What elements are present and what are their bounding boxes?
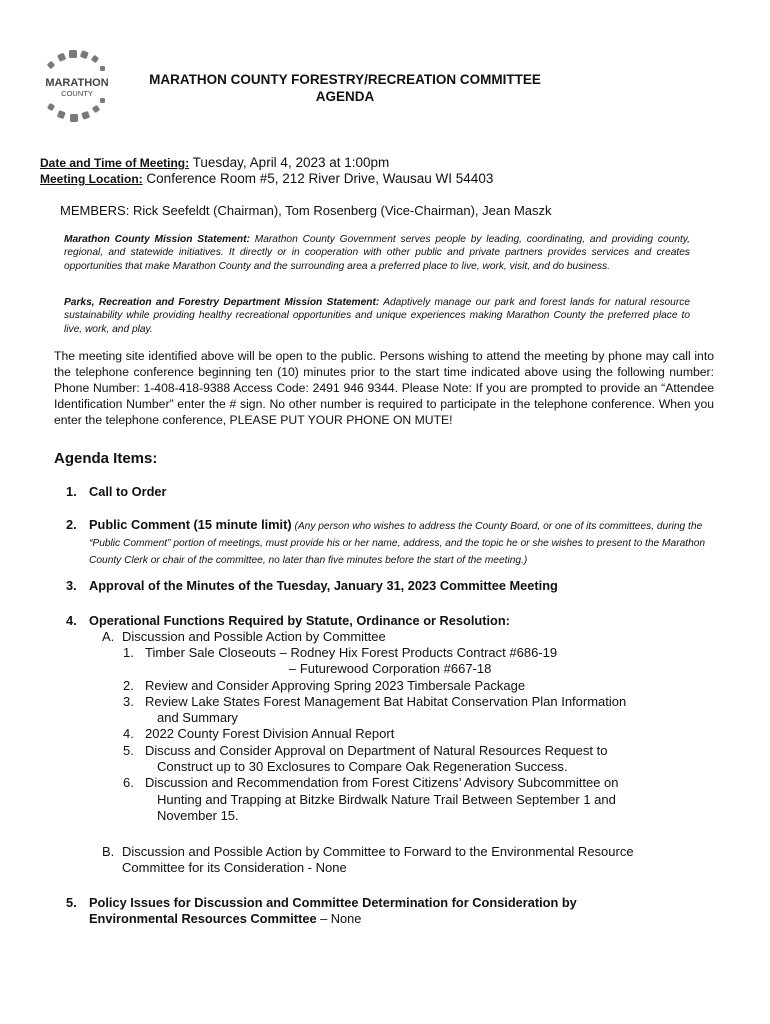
list-number: 1. [123, 645, 134, 660]
list-text: Timber Sale Closeouts – Rodney Hix Forest Products Contract #686-19 [145, 645, 558, 660]
county-mission-statement [64, 233, 690, 273]
county-mission-label: Marathon County Mission Statement: [64, 234, 250, 245]
meeting-info [40, 155, 493, 187]
list-continuation: Hunting and Trapping at Bitzke Birdwalk Nature Trail Between September 1 and [157, 791, 616, 807]
agenda-item-2 [66, 517, 716, 568]
list-text: Review and Consider Approving Spring 2023 Timbersale Package [145, 677, 526, 693]
parks-mission-label: Parks, Recreation and Forestry Department Mission Statement: [64, 297, 380, 308]
agenda-heading: Agenda Items: [54, 450, 158, 467]
public-comment-description: (Any person who wishes to address the County Board, or one of its committees, during the “Public Comment” portion of meetings, must provide his or her name, address, and the topic he or she wishes to present to the Marathon County Clerk or chair of the committee, no later than five minutes before the start of the meeting.) [89, 521, 706, 566]
item-body [89, 895, 626, 927]
list-continuation: and Summary [157, 710, 238, 726]
item-text: Operational Functions Required by Statute, Ordinance or Resolution: [89, 613, 510, 628]
list-continuation: November 15. [157, 807, 239, 823]
list-number: 6. [123, 775, 134, 791]
agenda-item-5 [66, 895, 626, 927]
item-text: Public Comment (15 minute limit) [89, 517, 292, 532]
members-list: MEMBERS: Rick Seefeldt (Chairman), Tom Rosenberg (Vice-Chairman), Jean Maszk [60, 203, 552, 218]
item-number: 3. [66, 578, 77, 593]
logo-line2: COUNTY [61, 89, 93, 98]
sub-item-a [102, 629, 702, 645]
page-title [130, 71, 560, 105]
list-text: 2022 County Forest Division Annual Report [145, 726, 395, 742]
parks-mission-text: Adaptively manage our park and forest lands for natural resource sustainability while providing healthy recreational opportunities and unique experiences making Marathon County the preferred place to live, work, and play. [64, 297, 690, 335]
marathon-county-logo [38, 48, 116, 126]
sub-marker: A. [102, 629, 115, 644]
list-text: Review Lake States Forest Management Bat Habitat Conservation Plan Information [145, 693, 627, 709]
logo-graphic [38, 48, 116, 126]
date-label: Date and Time of Meeting: [40, 156, 190, 170]
list-text: Discussion and Recommendation from Forest Citizens’ Advisory Subcommittee on [145, 775, 619, 791]
sub-item-a-list [123, 645, 683, 824]
list-item [123, 694, 683, 727]
sub-item-b [102, 844, 682, 877]
item-text: Approval of the Minutes of the Tuesday, January 31, 2023 Committee Meeting [89, 578, 558, 593]
item-text: Policy Issues for Discussion and Committee Determination for Consideration by Environmental Resources Committee [89, 895, 577, 926]
date-value: Tuesday, April 4, 2023 at 1:00pm [189, 155, 390, 170]
agenda-item-3 [66, 578, 716, 594]
title-line1: MARATHON COUNTY FORESTRY/RECREATION COMMITTEE [149, 72, 541, 87]
county-mission-text: Marathon County Government serves people by leading, coordinating, and providing county, regional, and statewide initiatives. It directly or in cooperation with other public and private partners provides services and creates opportunities that make Marathon County and the surrounding area a preferred place to live, work, visit, and do business. [64, 234, 690, 272]
list-number: 4. [123, 726, 134, 742]
item-suffix: – None [316, 911, 362, 926]
parks-mission-statement [64, 296, 690, 336]
list-item [123, 775, 683, 824]
item-number: 1. [66, 484, 77, 499]
agenda-item-4 [66, 613, 716, 629]
list-item [123, 645, 683, 678]
meeting-location-row [40, 171, 493, 187]
item-text: Call to Order [89, 484, 167, 499]
sub-text: Discussion and Possible Action by Committee to Forward to the Environmental Resource Committee for its Consideration - None [122, 844, 634, 876]
public-notice: The meeting site identified above will be open to the public. Persons wishing to attend the meeting by phone may call into the telephone conference beginning ten (10) minutes prior to the start time indicated above using the following number: Phone Number: 1-408-418-9388 Access Code: 2491 946 9344. Please Note: If you are prompted to provide an “Attendee Identification Number” enter the # sign. No other number is required to participate in the telephone conference. When you enter the telephone conference, PLEASE PUT YOUR PHONE ON MUTE! [54, 349, 714, 427]
title-line2: AGENDA [315, 89, 375, 104]
agenda-item-1 [66, 484, 716, 500]
item-number: 4. [66, 613, 77, 628]
item-number: 5. [66, 895, 77, 910]
location-label: Meeting Location: [40, 172, 143, 186]
list-item [123, 726, 683, 742]
item-number: 2. [66, 517, 77, 532]
list-text: Discuss and Consider Approval on Department of Natural Resources Request to [145, 742, 608, 758]
list-item [123, 678, 683, 694]
sub-text: Discussion and Possible Action by Committee [122, 629, 386, 644]
list-number: 5. [123, 742, 134, 758]
list-continuation: – Futurewood Corporation #667-18 [289, 661, 492, 677]
list-number: 3. [123, 693, 134, 709]
item-body [89, 517, 716, 568]
meeting-date-row [40, 155, 493, 171]
location-value: Conference Room #5, 212 River Drive, Wausau WI 54403 [142, 171, 494, 186]
logo-line1: MARATHON [45, 77, 109, 89]
sub-marker: B. [102, 844, 115, 859]
list-item [123, 743, 683, 776]
list-number: 2. [123, 677, 134, 693]
list-continuation: Construct up to 30 Exclosures to Compare Oak Regeneration Success. [157, 759, 568, 775]
